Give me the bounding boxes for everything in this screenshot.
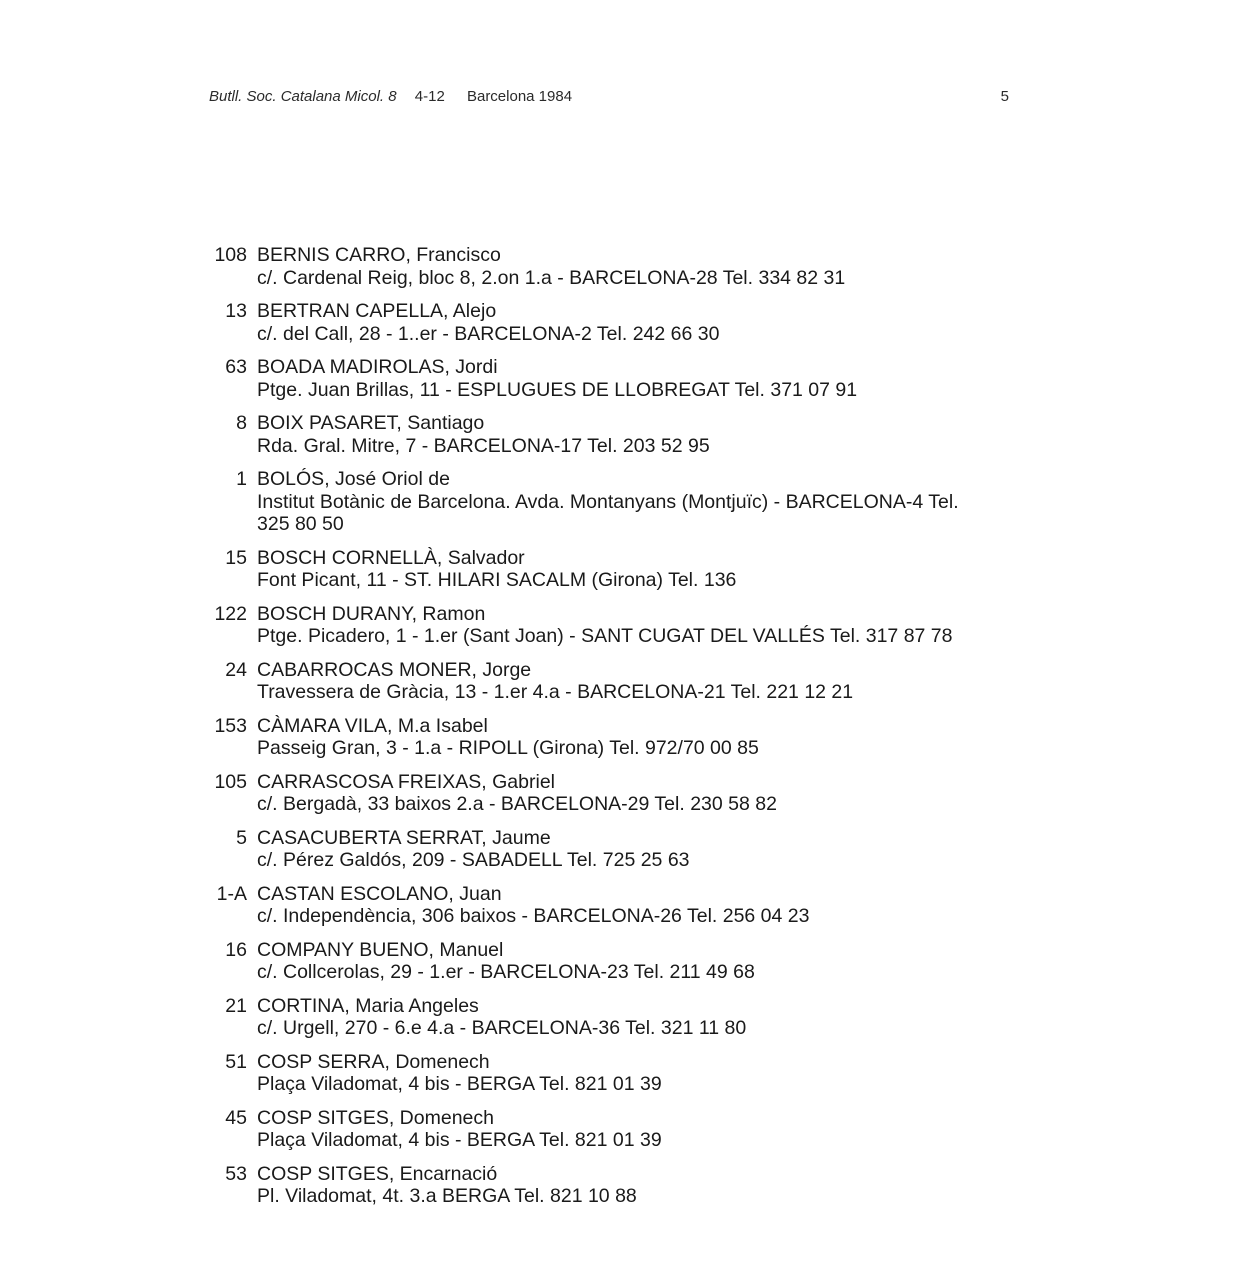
page-header	[209, 88, 1009, 112]
member-address: Travessera de Gràcia, 13 - 1.er 4.a - BARCELONA-21 Tel. 221 12 21	[257, 681, 854, 703]
member-address: Plaça Viladomat, 4 bis - BERGA Tel. 821 01 39	[257, 1073, 662, 1095]
member-name: BOADA MADIROLAS, Jordi	[257, 356, 498, 378]
member-address: c/. Bergadà, 33 baixos 2.a - BARCELONA-29 Tel. 230 58 82	[257, 793, 777, 815]
member-address: c/. Pérez Galdós, 209 - SABADELL Tel. 725 25 63	[257, 849, 690, 871]
member-address: c/. Independència, 306 baixos - BARCELONA-26 Tel. 256 04 23	[257, 905, 810, 927]
member-number: 5	[236, 826, 247, 849]
list-item	[205, 244, 1035, 289]
list-item	[205, 300, 1035, 345]
list-item	[205, 1163, 1035, 1208]
list-item	[205, 603, 1035, 648]
list-item	[205, 547, 1035, 592]
member-name: COSP SITGES, Encarnació	[257, 1162, 498, 1185]
member-name: CASACUBERTA SERRAT, Jaume	[257, 826, 551, 849]
list-item	[205, 827, 1035, 872]
member-address: Ptge. Picadero, 1 - 1.er (Sant Joan) - SANT CUGAT DEL VALLÉS Tel. 317 87 78	[257, 625, 953, 647]
member-address: Rda. Gral. Mitre, 7 - BARCELONA-17 Tel. 203 52 95	[257, 434, 710, 457]
member-address: Plaça Viladomat, 4 bis - BERGA Tel. 821 01 39	[257, 1129, 662, 1151]
member-address: Pl. Viladomat, 4t. 3.a BERGA Tel. 821 10 88	[257, 1185, 637, 1207]
member-number: 24	[225, 658, 247, 681]
member-address: Font Picant, 11 - ST. HILARI SACALM (Girona) Tel. 136	[257, 569, 737, 591]
member-list	[205, 244, 1035, 1219]
member-number: 13	[225, 300, 247, 322]
journal-title: Butll. Soc. Catalana Micol. 8	[209, 88, 397, 105]
member-address: Institut Botànic de Barcelona. Avda. Montanyans (Montjuïc) - BARCELONA-4 Tel.	[257, 490, 959, 513]
list-item	[205, 1107, 1035, 1152]
member-number: 45	[225, 1106, 247, 1129]
member-name: COMPANY BUENO, Manuel	[257, 938, 504, 961]
member-address: c/. del Call, 28 - 1..er - BARCELONA-2 Tel. 242 66 30	[257, 322, 720, 345]
member-number: 122	[214, 602, 247, 625]
member-number: 8	[236, 412, 247, 434]
member-name: BERNIS CARRO, Francisco	[257, 244, 501, 266]
member-address: Ptge. Juan Brillas, 11 - ESPLUGUES DE LLOBREGAT Tel. 371 07 91	[257, 378, 858, 401]
member-name: COSP SERRA, Domenech	[257, 1050, 490, 1073]
member-number: 1	[236, 468, 247, 490]
member-name: BOIX PASARET, Santiago	[257, 412, 485, 434]
member-address: c/. Collcerolas, 29 - 1.er - BARCELONA-23 Tel. 211 49 68	[257, 961, 755, 983]
list-item	[205, 715, 1035, 760]
member-address: c/. Urgell, 270 - 6.e 4.a - BARCELONA-36 Tel. 321 11 80	[257, 1017, 747, 1039]
list-item	[205, 356, 1035, 401]
list-item	[205, 939, 1035, 984]
member-name: CÀMARA VILA, M.a Isabel	[257, 714, 488, 737]
member-number: 53	[225, 1162, 247, 1185]
list-item	[205, 771, 1035, 816]
member-name: CASTAN ESCOLANO, Juan	[257, 882, 502, 905]
member-name: CABARROCAS MONER, Jorge	[257, 658, 532, 681]
member-number: 21	[225, 994, 247, 1017]
member-name: COSP SITGES, Domenech	[257, 1106, 494, 1129]
list-item	[205, 468, 1035, 536]
member-name: BOSCH DURANY, Ramon	[257, 602, 486, 625]
member-name: BERTRAN CAPELLA, Alejo	[257, 300, 497, 322]
member-number: 51	[225, 1050, 247, 1073]
list-item	[205, 883, 1035, 928]
member-name: BOLÓS, José Oriol de	[257, 468, 450, 490]
member-name: BOSCH CORNELLÀ, Salvador	[257, 546, 525, 569]
member-address: Passeig Gran, 3 - 1.a - RIPOLL (Girona) Tel. 972/70 00 85	[257, 737, 759, 759]
member-number: 153	[214, 714, 247, 737]
member-number: 108	[214, 244, 247, 266]
member-number: 63	[225, 356, 247, 378]
list-item	[205, 1051, 1035, 1096]
member-number: 1-A	[216, 882, 247, 905]
member-name: CARRASCOSA FREIXAS, Gabriel	[257, 770, 556, 793]
member-address: c/. Cardenal Reig, bloc 8, 2.on 1.a - BARCELONA-28 Tel. 334 82 31	[257, 266, 846, 289]
member-name: CORTINA, Maria Angeles	[257, 994, 479, 1017]
page-number: 5	[1000, 88, 1009, 105]
member-number: 105	[214, 770, 247, 793]
city-year: Barcelona 1984	[466, 88, 573, 105]
page-range: 4-12	[414, 88, 445, 105]
list-item	[205, 659, 1035, 704]
list-item	[205, 412, 1035, 457]
member-number: 16	[225, 938, 247, 961]
member-address: 325 80 50	[257, 513, 344, 535]
list-item	[205, 995, 1035, 1040]
member-number: 15	[225, 546, 247, 569]
